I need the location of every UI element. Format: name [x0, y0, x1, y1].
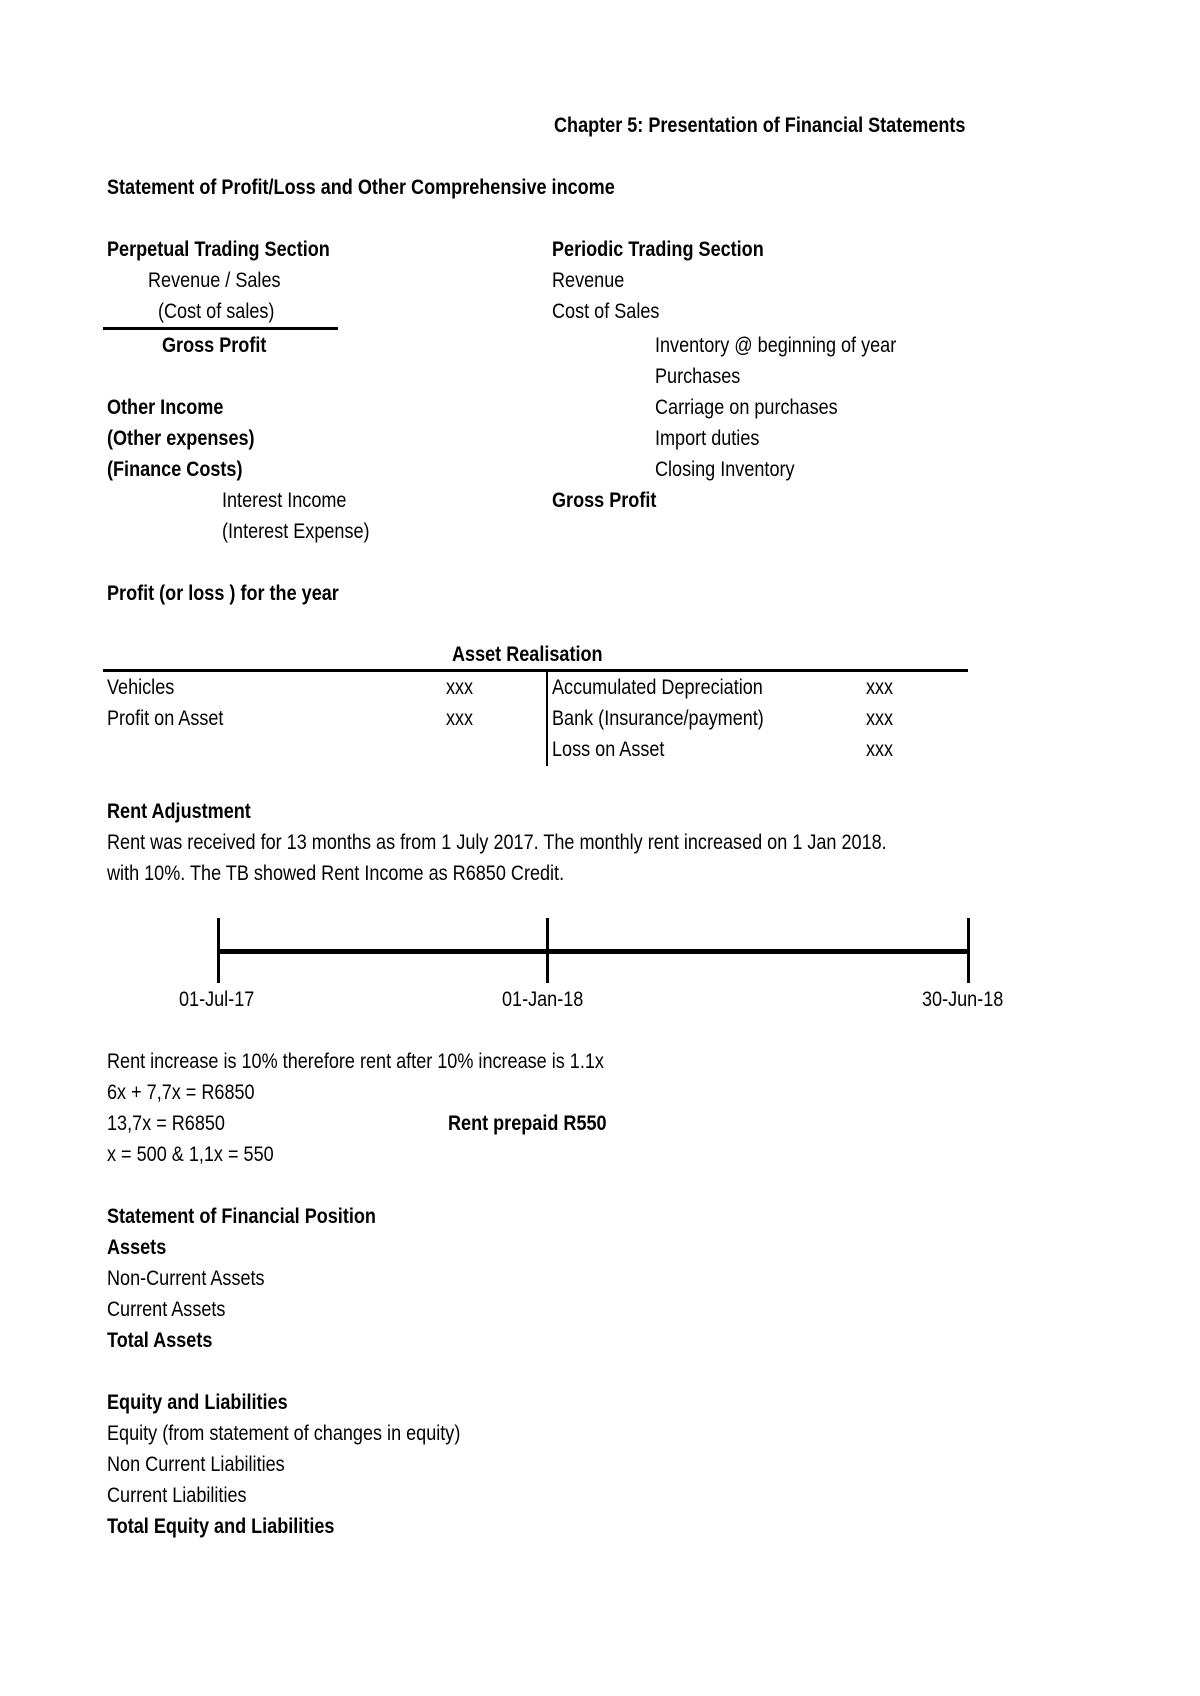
timeline-date-label: 30-Jun-18 — [922, 988, 1004, 1011]
rent-description-line2: with 10%. The TB showed Rent Income as R6850 Credit. — [107, 862, 565, 885]
debit-entry-amount: xxx — [446, 707, 474, 730]
current-liabilities: Current Liabilities — [107, 1484, 247, 1507]
current-assets: Current Assets — [107, 1298, 226, 1321]
perpetual-revenue: Revenue / Sales — [148, 269, 281, 292]
total-assets: Total Assets — [107, 1329, 213, 1352]
periodic-item: Closing Inventory — [655, 458, 795, 481]
rent-description-line1: Rent was received for 13 months as from 1 July 2017. The monthly rent increased on 1 Jan 2018. — [107, 831, 887, 854]
credit-entry-label: Bank (Insurance/payment) — [552, 707, 764, 730]
finance-costs: (Finance Costs) — [107, 458, 243, 481]
gross-profit-underline — [103, 327, 338, 330]
rent-calc-line: 13,7x = R6850 — [107, 1112, 225, 1135]
assets-heading: Assets — [107, 1236, 167, 1259]
non-current-assets: Non-Current Assets — [107, 1267, 265, 1290]
credit-entry-label: Loss on Asset — [552, 738, 665, 761]
periodic-gross-profit: Gross Profit — [552, 489, 657, 512]
periodic-revenue: Revenue — [552, 269, 625, 292]
total-equity-liabilities: Total Equity and Liabilities — [107, 1515, 335, 1538]
debit-entry-amount: xxx — [446, 676, 474, 699]
sofp-heading: Statement of Financial Position — [107, 1205, 376, 1228]
t-account-top-rule — [103, 669, 968, 672]
periodic-item: Purchases — [655, 365, 741, 388]
credit-entry-amount: xxx — [866, 738, 894, 761]
rent-calc-line: 6x + 7,7x = R6850 — [107, 1081, 255, 1104]
interest-income: Interest Income — [222, 489, 347, 512]
debit-entry-label: Profit on Asset — [107, 707, 224, 730]
rent-calc-line: Rent increase is 10% therefore rent after 10% increase is 1.1x — [107, 1050, 604, 1073]
periodic-heading: Periodic Trading Section — [552, 238, 764, 261]
rent-heading: Rent Adjustment — [107, 800, 251, 823]
equity-liabilities-heading: Equity and Liabilities — [107, 1391, 288, 1414]
timeline-tick — [546, 918, 549, 983]
periodic-cost-of-sales: Cost of Sales — [552, 300, 660, 323]
periodic-item: Import duties — [655, 427, 760, 450]
timeline-date-label: 01-Jan-18 — [502, 988, 584, 1011]
profit-for-year: Profit (or loss ) for the year — [107, 582, 339, 605]
sopl-heading: Statement of Profit/Loss and Other Comprehensive income — [107, 176, 615, 199]
asset-realisation-title: Asset Realisation — [452, 643, 603, 666]
credit-entry-amount: xxx — [866, 707, 894, 730]
interest-expense: (Interest Expense) — [222, 520, 370, 543]
periodic-item: Inventory @ beginning of year — [655, 334, 897, 357]
rent-prepaid: Rent prepaid R550 — [448, 1112, 607, 1135]
t-account-divider — [546, 671, 548, 766]
other-income: Other Income — [107, 396, 224, 419]
rent-calc-line: x = 500 & 1,1x = 550 — [107, 1143, 274, 1166]
perpetual-cost-of-sales: (Cost of sales) — [158, 300, 275, 323]
perpetual-heading: Perpetual Trading Section — [107, 238, 330, 261]
timeline-date-label: 01-Jul-17 — [179, 988, 255, 1011]
timeline-axis — [218, 949, 970, 954]
perpetual-gross-profit: Gross Profit — [162, 334, 267, 357]
debit-entry-label: Vehicles — [107, 676, 175, 699]
periodic-item: Carriage on purchases — [655, 396, 838, 419]
other-expenses: (Other expenses) — [107, 427, 255, 450]
chapter-title: Chapter 5: Presentation of Financial Statements — [554, 114, 966, 137]
equity: Equity (from statement of changes in equity) — [107, 1422, 461, 1445]
timeline-tick — [217, 918, 220, 983]
credit-entry-amount: xxx — [866, 676, 894, 699]
non-current-liabilities: Non Current Liabilities — [107, 1453, 285, 1476]
credit-entry-label: Accumulated Depreciation — [552, 676, 763, 699]
timeline-tick — [967, 918, 970, 983]
